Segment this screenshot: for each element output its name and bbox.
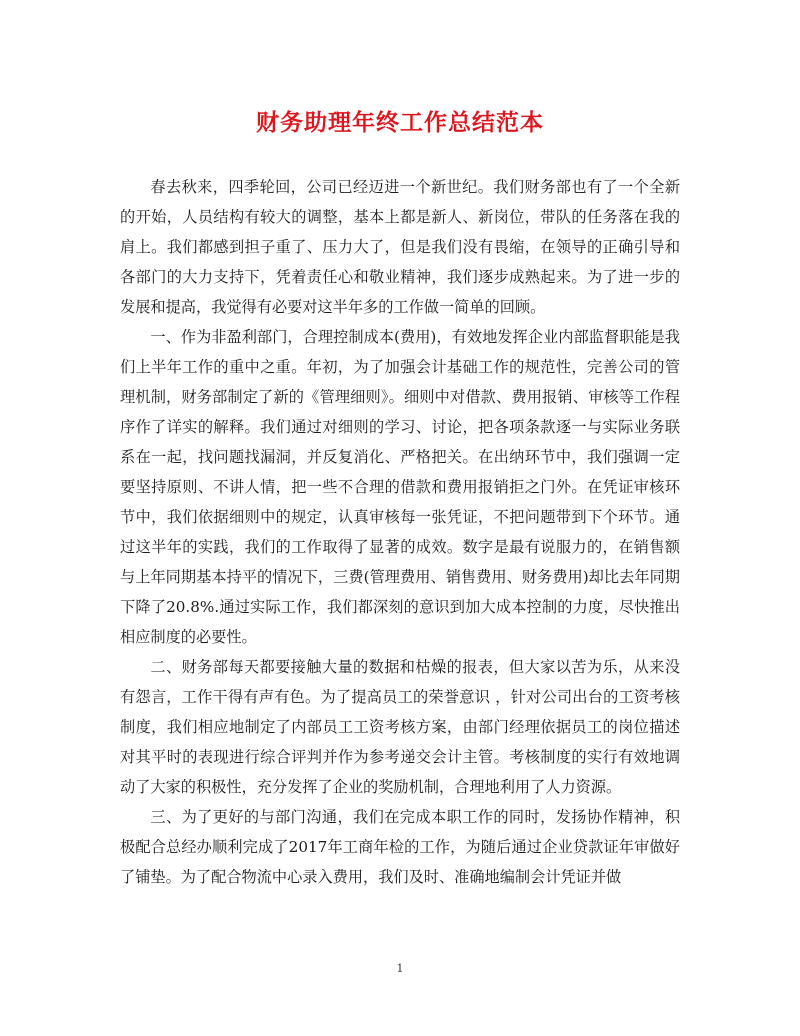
document-body [120, 172, 680, 892]
paragraph-section-2: 二、财务部每天都要接触大量的数据和枯燥的报表，但大家以苦为乐，从来没有怨言，工作干得有声有色。为了提高员工的荣誉意识 ，针对公司出台的工资考核制度，我们相应地制定了内部员工工资考核方案，由部门经理依据员工的岗位描述对其平时的表现进行综合评判并作为参考递交会计主管。考核制度的实行有效地调动了大家的积极性，充分发挥了企业的奖励机制，合理地利用了人力资源。 [120, 658, 680, 796]
document-title: 财务助理年终工作总结范本 [256, 109, 544, 136]
paragraph-section-3: 三、为了更好的与部门沟通，我们在完成本职工作的同时，发扬协作精神，积极配合总经办顺利完成了2017年工商年检的工作，为随后通过企业贷款证年审做好了铺垫。为了配合物流中心录入费用，我们及时、准确地编制会计凭证并做 [120, 808, 680, 886]
paragraph-intro: 春去秋来，四季轮回，公司已经迈进一个新世纪。我们财务部也有了一个全新的开始，人员结构有较大的调整，基本上都是新人、新岗位，带队的任务落在我的肩上。我们都感到担子重了、压力大了，但是我们没有畏缩，在领导的正确引导和各部门的大力支持下，凭着责任心和敬业精神，我们逐步成熟起来。为了进一步的发展和提高，我觉得有必要对这半年多的工作做一简单的回顾。 [120, 178, 680, 316]
paragraph-section-1: 一、作为非盈利部门，合理控制成本(费用)，有效地发挥企业内部监督职能是我们上半年工作的重中之重。年初，为了加强会计基础工作的规范性，完善公司的管理机制，财务部制定了新的《管理细则》。细则中对借款、费用报销、审核等工作程序作了详实的解释。我们通过对细则的学习、讨论，把各项条款逐一与实际业务联系在一起，找问题找漏洞，并反复消化、严格把关。在出纳环节中，我们强调一定要坚持原则、不讲人情，把一些不合理的借款和费用报销拒之门外。在凭证审核环节中，我们依据细则中的规定，认真审核每一张凭证，不把问题带到下个环节。通过这半年的实践，我们的工作取得了显著的成效。数字是最有说服力的，在销售额与上年同期基本持平的情况下，三费(管理费用、销售费用、财务费用)却比去年同期下降了20.8%.通过实际工作，我们都深刻的意识到加大成本控制的力度，尽快推出相应制度的必要性。 [120, 328, 680, 646]
page-number: 1 [396, 962, 404, 975]
